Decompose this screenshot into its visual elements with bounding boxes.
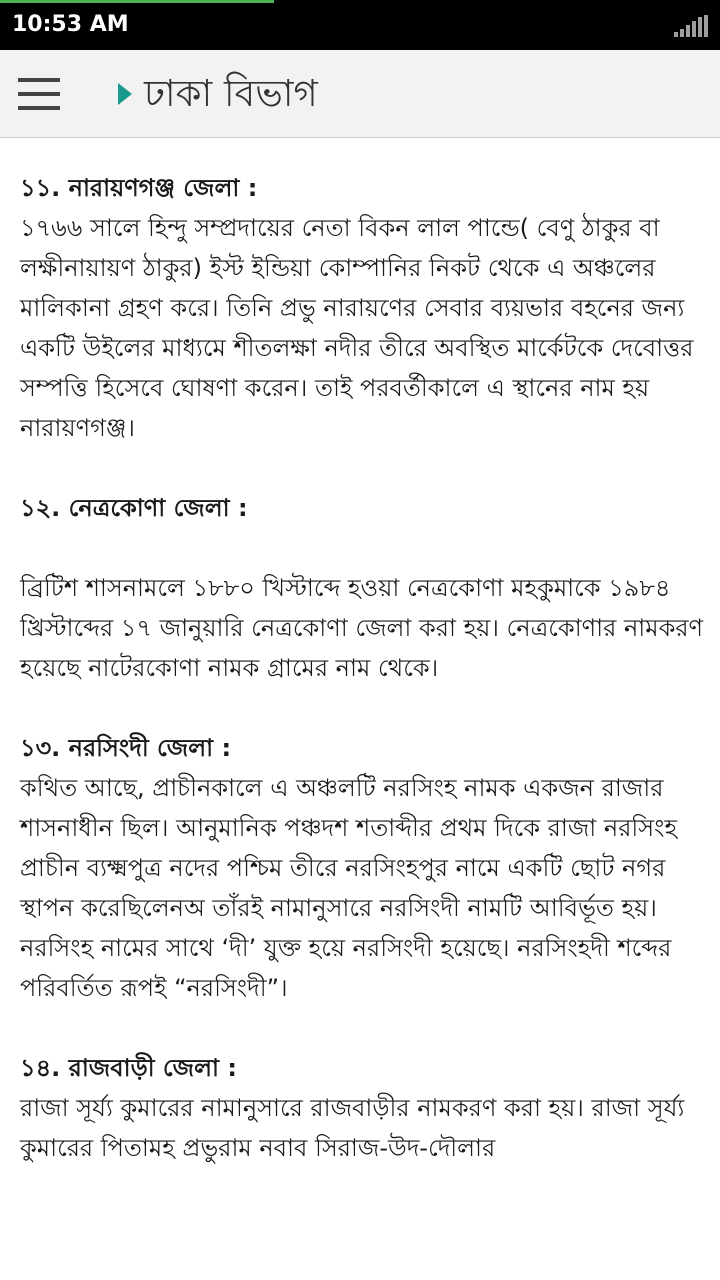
menu-button[interactable] <box>18 76 62 112</box>
status-bar <box>0 0 720 50</box>
district-section <box>20 1048 706 1168</box>
page-title: ঢাকা বিভাগ <box>144 72 318 115</box>
district-section <box>20 488 706 688</box>
district-heading: ১২. নেত্রকোণা জেলা : <box>20 494 248 522</box>
district-description: রাজা সূর্য্য কুমারের নামানুসারে রাজবাড়ীর নামকরণ করা হয়। রাজা সূর্য্য কুমারের পিতামহ প্রভুরাম নবাব সিরাজ-উদ-দৌলার <box>20 1094 685 1162</box>
signal-strength-icon <box>674 15 708 37</box>
district-description: কথিত আছে, প্রাচীনকালে এ অঞ্চলটি নরসিংহ নামক একজন রাজার শাসনাধীন ছিল। আনুমানিক পঞ্চদশ শতাব্দীর প্রথম দিকে রাজা নরসিংহ প্রাচীন ব্যক্ষ্মপুত্র নদের পশ্চিম তীরে নরসিংহপুর নামে একটি ছোট নগর স্থাপন করেছিলেনঅ তাঁরই নামানুসারে নরসিংদী নামটি আবির্ভূত হয়। নরসিংহ নামের সাথে ‘দী’ যুক্ত হয়ে নরসিংদী হয়েছে। নরসিংহদী শব্দের পরিবর্তিত রূপই “নরসিংদী”। <box>20 774 678 1002</box>
district-heading: ১৩. নরসিংদী জেলা : <box>20 734 232 762</box>
district-description: ব্রিটিশ শাসনামলে ১৮৮০ খিস্টাব্দে হওয়া নেত্রকোণা মহকুমাকে ১৯৮৪ খ্রিস্টাব্দের ১৭ জানুয়ারি নেত্রকোণা জেলা করা হয়। নেত্রকোণার নামকরণ হয়েছে নাটেরকোণা নামক গ্রামের নাম থেকে। <box>20 574 704 682</box>
district-description: ১৭৬৬ সালে হিন্দু সম্প্রদায়ের নেতা বিকন লাল পান্ডে( বেণু ঠাকুর বা লক্ষীনায়ায়ণ ঠাকুর) ইস্ট ইন্ডিয়া কোম্পানির নিকট থেকে এ অঞ্চলের মালিকানা গ্রহণ করে। তিনি প্রভু নারায়ণের সেবার ব্যয়ভার বহনের জন্য একটি উইলের মাধ্যমে শীতলক্ষা নদীর তীরে অবস্থিত মার্কেটকে দেবোত্তর সম্পত্তি হিসেবে ঘোষণা করেন। তাই পরবর্তীকালে এ স্থানের নাম হয় নারায়ণগঞ্জ। <box>20 214 694 442</box>
page-load-progress <box>0 0 274 3</box>
district-heading: ১৪. রাজবাড়ী জেলা : <box>20 1054 237 1082</box>
district-section <box>20 728 706 1008</box>
app-title-wrap <box>118 68 318 120</box>
app-bar <box>0 50 720 138</box>
article-content <box>20 168 706 1208</box>
district-heading: ১১. নারায়ণগঞ্জ জেলা : <box>20 174 258 202</box>
status-time: 10:53 AM <box>12 12 129 37</box>
district-section <box>20 168 706 448</box>
caret-right-icon <box>118 83 132 105</box>
